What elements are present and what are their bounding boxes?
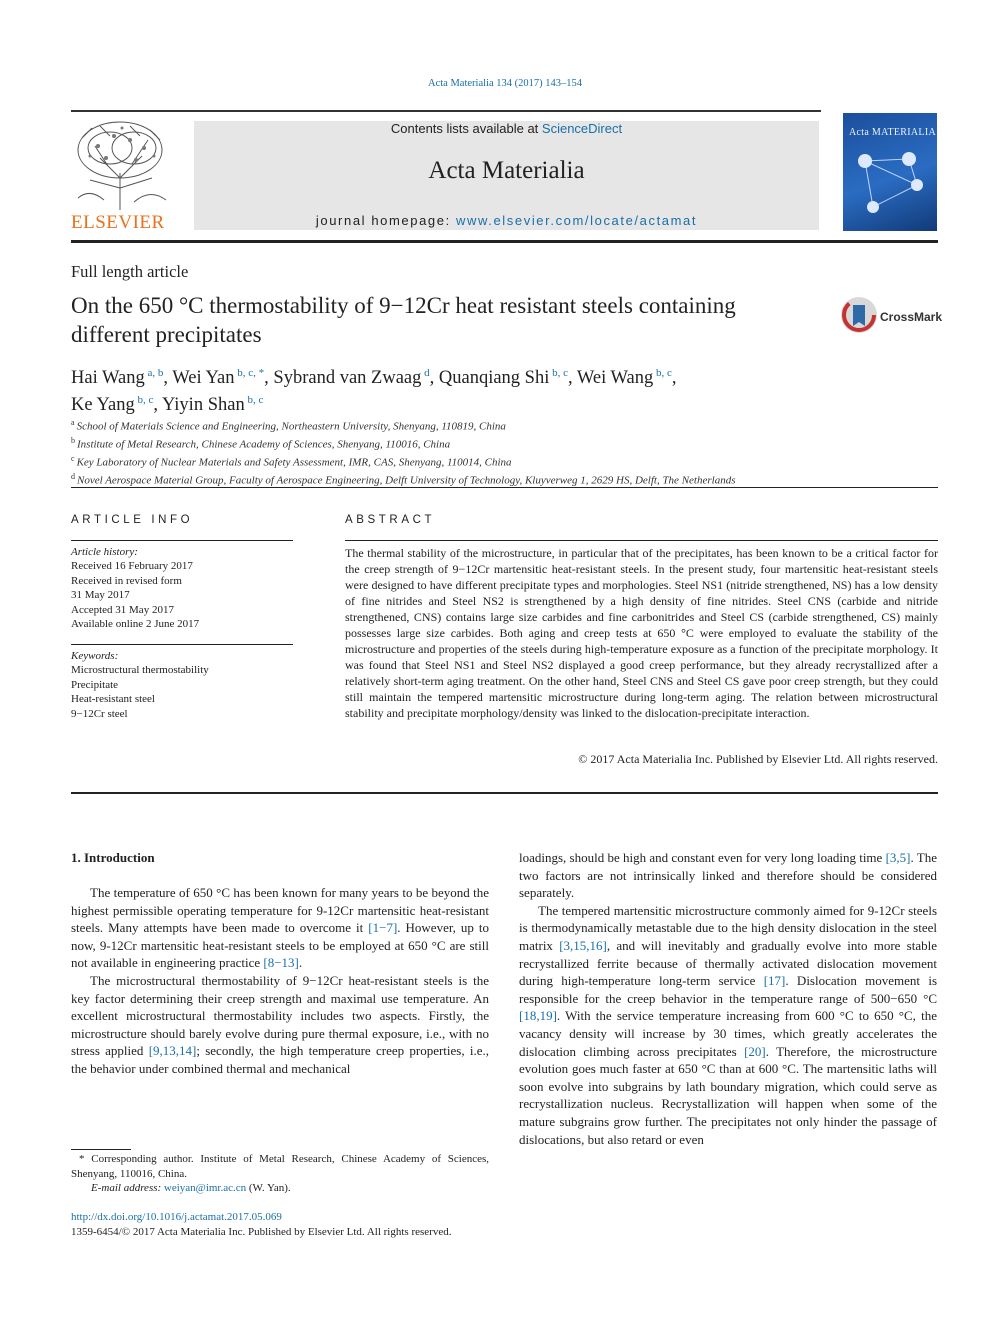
email-line [71, 1181, 489, 1196]
citation-link[interactable]: [3,5] [885, 850, 911, 865]
body-text: . With the service temperature increasing from 600 °C to 650 °C, the vacancy density will increase by 30 times, which greatly accelerates the dislocation climbing across precipitates [519, 1008, 937, 1059]
history-item: Accepted 31 May 2017 [71, 603, 174, 616]
citation-link[interactable]: [17] [763, 973, 786, 989]
author-separator: , [264, 368, 274, 388]
abstract-bottom-rule [71, 792, 938, 794]
affiliation-rule [71, 487, 938, 488]
body-text: , and will inevitably and gradually evolve into more stable recrystallized ferrite because of thermally activated dislocation movement during high-temperature long-term service [519, 937, 937, 989]
body-column-right [519, 849, 937, 1148]
journal-homepage-line [194, 213, 819, 228]
keyword-item: 9−12Cr steel [71, 707, 128, 720]
body-text: The temperature of 650 °C has been known for many years to be beyond the highest permissible operating temperature for 9-12Cr martensitic heat-resistant steels. Many attempts have been made to overcome it [71, 885, 489, 936]
author-separator: , [671, 368, 677, 388]
email-link[interactable]: weiyan@imr.ac.cn [163, 1182, 247, 1194]
keyword-item: Precipitate [71, 678, 119, 691]
history-item: Received in revised form [71, 574, 182, 587]
author-separator: , [568, 368, 577, 388]
contents-line [194, 121, 819, 136]
citation-link[interactable]: [20] [744, 1043, 766, 1059]
article-info-label: ARTICLE INFO [71, 514, 194, 526]
author-affiliation-marks[interactable]: a, b [144, 367, 164, 379]
author-affiliation-marks[interactable]: b, c, * [234, 367, 265, 379]
affiliation-key: c [71, 454, 77, 464]
body-text: . Dislocation movement is responsible for the creep behavior in the temperature range of 500−650 °C [519, 973, 938, 1006]
sciencedirect-link[interactable]: ScienceDirect [541, 121, 623, 136]
keywords-rule [71, 644, 293, 645]
body-paragraph [519, 902, 937, 1148]
email-label: E-mail address: [91, 1182, 164, 1194]
affiliation-text: Institute of Metal Research, Chinese Academy of Sciences, Shenyang, 110016, China [77, 438, 451, 451]
affiliation-key: a [71, 418, 77, 427]
history-list [71, 559, 296, 631]
author-name[interactable]: Ke Yang [71, 395, 135, 415]
body-text: . However, up to now, 9-12Cr martensitic heat-resistant steels to be employed at 650 °C are still not available in engineering practice [71, 920, 489, 971]
author-affiliation-marks[interactable]: b, c [549, 367, 568, 379]
body-text: loadings, should be high and constant even for very long loading time [519, 850, 886, 865]
journal-citation-link[interactable]: Acta Materialia 134 (2017) 143–154 [428, 78, 582, 89]
keywords-block [71, 649, 296, 721]
affiliation-list [71, 416, 941, 489]
author-name[interactable]: Yiyin Shan [161, 395, 245, 415]
body-paragraph [71, 884, 489, 972]
footnote-rule [71, 1149, 131, 1150]
abstract-copyright: © 2017 Acta Materialia Inc. Published by Elsevier Ltd. All rights reserved. [578, 752, 938, 766]
abstract-label: ABSTRACT [345, 514, 436, 526]
author-affiliation-marks[interactable]: b, c [244, 394, 264, 406]
article-history [71, 545, 296, 631]
header-thick-rule [71, 240, 938, 243]
citation-link[interactable]: [8−13] [263, 955, 299, 971]
article-info-rule [71, 540, 293, 541]
history-heading: Article history: [71, 546, 138, 558]
keywords-heading: Keywords: [71, 650, 119, 662]
footnote-block [71, 1152, 489, 1196]
author-affiliation-marks[interactable]: b, c [653, 367, 672, 379]
affiliation-key: b [71, 436, 77, 446]
author-affiliation-marks[interactable]: b, c [134, 394, 154, 406]
affiliation-text: School of Materials Science and Engineering, Northeastern University, Shenyang, 110819, China [76, 420, 506, 433]
author-affiliation-marks[interactable]: d [421, 367, 430, 379]
body-text: ; secondly, the high temperature creep properties, i.e., the behavior under combined thermal and mechanical [71, 1043, 489, 1076]
author-list [71, 362, 931, 416]
body-text: . [298, 955, 303, 971]
journal-title: Acta Materialia [428, 157, 585, 184]
author-name[interactable]: Wei Yan [172, 368, 235, 388]
keyword-item: Heat-resistant steel [71, 693, 155, 706]
body-paragraph [71, 972, 489, 1078]
paper-title: On the 650 °C thermostability of 9−12Cr heat resistant steels containing different precipitates [71, 293, 736, 347]
keyword-item: Microstructural thermostability [71, 664, 209, 677]
keyword-list [71, 663, 296, 721]
affiliation-text: Novel Aerospace Material Group, Faculty of Aerospace Engineering, Delft University of Technology, Kluyverweg 1, 2629 HS, Delft, The Netherlands [77, 475, 736, 488]
crossmark-label: CrossMark [880, 310, 943, 324]
body-text: . Therefore, the microstructure evolution goes much faster at 650 °C than at 600 °C. The martensitic laths will soon evolve into subgrains by lath boundary migration, which could serve as recrystallization nucleus. Recrystallization will happen when some of the mature subgrains grow further. The precipitates not only hinder the passage of dislocations, but also retard or even [519, 1043, 937, 1147]
citation-link[interactable]: [18,19] [519, 1008, 557, 1024]
body-paragraph [519, 849, 937, 902]
history-item: Received 16 February 2017 [71, 560, 193, 573]
journal-cover-image[interactable] [843, 113, 937, 231]
citation-link[interactable]: [9,13,14] [148, 1043, 197, 1059]
header-rule [71, 110, 821, 112]
author-name[interactable]: Hai Wang [71, 368, 145, 388]
author-separator: , [153, 395, 162, 415]
affiliation-item [71, 434, 941, 452]
homepage-prefix: journal homepage: [315, 213, 457, 228]
crossmark-icon [840, 296, 878, 334]
corresponding-author-note: * Corresponding author. Institute of Metal Research, Chinese Academy of Sciences, Shenyang, 110016, China. [71, 1153, 489, 1180]
affiliation-key: d [71, 472, 77, 482]
body-text: The microstructural thermostability of 9−12Cr heat-resistant steels is the key factor determining their creep strength and maximal use temperature. An excellent microstructural thermostability includes two aspects. Firstly, the microstructure should barely evolve during pure thermal exposure, i.e., with no stress applied [71, 972, 489, 1059]
history-item: 31 May 2017 [71, 589, 130, 602]
section-heading-introduction: 1. Introduction [71, 850, 155, 865]
abstract-rule [345, 540, 938, 541]
contents-prefix: Contents lists available at [390, 121, 542, 136]
affiliation-item [71, 470, 941, 488]
cover-title: Acta MATERIALIA [849, 127, 936, 138]
email-suffix: (W. Yan). [246, 1182, 291, 1194]
body-text: The tempered martensitic microstructure commonly aimed for 9-12Cr steels is thermodynamically metastable due to the high density dislocation in the steel matrix [519, 902, 937, 953]
issn-copyright: 1359-6454/© 2017 Acta Materialia Inc. Published by Elsevier Ltd. All rights reserved. [71, 1226, 452, 1238]
author-separator: , [429, 368, 439, 388]
body-column-left [71, 884, 489, 1078]
history-item: Available online 2 June 2017 [71, 618, 200, 631]
affiliation-item [71, 416, 941, 434]
body-text: . The two factors are not intrinsically linked and therefore should be considered separately. [519, 850, 937, 901]
author-separator: , [163, 368, 173, 388]
affiliation-text: Key Laboratory of Nuclear Materials and Safety Assessment, IMR, CAS, Shenyang, 110014, China [76, 456, 512, 469]
author-name[interactable]: Sybrand van Zwaag [273, 368, 422, 388]
elsevier-wordmark: ELSEVIER [71, 212, 165, 233]
citation-link[interactable]: [1−7] [368, 920, 398, 936]
journal-homepage-link[interactable]: www.elsevier.com/locate/actamat [456, 213, 698, 228]
author-name[interactable]: Quanqiang Shi [438, 368, 550, 388]
affiliation-item [71, 452, 941, 470]
author-name[interactable]: Wei Wang [576, 368, 654, 388]
citation-link[interactable]: [3,15,16] [559, 937, 607, 953]
article-type: Full length article [71, 262, 189, 281]
doi-link[interactable]: http://dx.doi.org/10.1016/j.actamat.2017.05.069 [71, 1211, 282, 1223]
abstract-text: The thermal stability of the microstructure, in particular that of the precipitates, has been known to be a critical factor for the creep strength of 9−12Cr martensitic heat-resistant steels. In the present study, four martensitic heat-resistant steels were designed to have different precipitate types and morphologies. Steel NS1 (nitride strengthened, NS) has a low density of fine nitrides and Steel NS2 is strengthened by a high density of fine nitrides. Steel CNS (carbide and nitride strengthened, CNS) contains large size carbides and fine carbonitrides and Steel CS (carbide strengthened, CS) mainly possesses large size carbides. Both aging and creep tests at 650 °C were employed to evaluate the stability of the microstructure and properties of the steels during high-temperature exposure as a function of the precipitate morphology. It was found that Steel NS1 and Steel NS2 displayed a good creep performance, but they already recrystallized after a relatively short-term aging treatment. On the other hand, Steel CNS and Steel CS gave poor creep strength, but they could still maintain the tempered martensitic microstructure during long-term aging. The relation between microstructural stability and precipitate morphology/density was linked to the dislocation-precipitate interaction. [345, 546, 938, 720]
